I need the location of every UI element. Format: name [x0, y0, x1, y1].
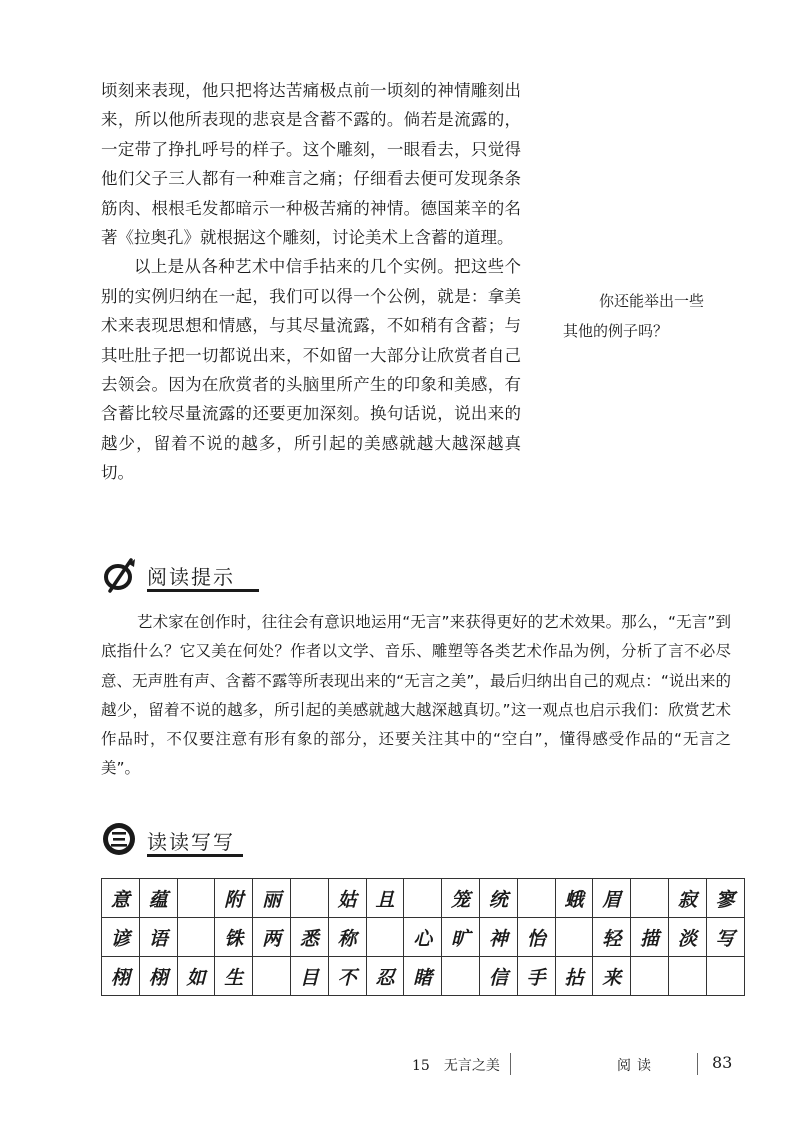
character-cell: 来 [593, 957, 631, 996]
character-cell [555, 918, 593, 957]
reading-tips-paragraph: 艺术家在创作时，往往会有意识地运用“无言”来获得更好的艺术效果。那么，“无言”到底指什么？它又美在何处？作者以文学、音乐、雕塑等各类艺术作品为例，分析了言不必尽意、无声胜有声、含蓄不露等所表现出来的“无言之美”，最后归纳出自己的观点：“说出来的越少，留着不说的越多，所引起的美感就越大越深越真切。”这一观点也启示我们：欣赏艺术作品时，不仅要注意有形有象的部分，还要关注其中的“空白”，懂得感受作品的“无言之美”。 [101, 613, 731, 778]
character-cell: 睹 [404, 957, 442, 996]
character-cell [290, 879, 328, 918]
character-cell: 寂 [668, 879, 706, 918]
character-cell: 淡 [668, 918, 706, 957]
character-grid [101, 878, 745, 996]
reading-tips-header [101, 555, 321, 599]
character-cell: 生 [215, 957, 253, 996]
character-cell: 写 [706, 918, 744, 957]
read-write-underline [147, 854, 243, 857]
character-cell: 寥 [706, 879, 744, 918]
character-cell: 神 [479, 918, 517, 957]
character-cell [631, 879, 669, 918]
character-cell: 悉 [290, 918, 328, 957]
character-cell: 心 [404, 918, 442, 957]
number-three-circle-icon [101, 820, 139, 858]
character-cell: 栩 [102, 957, 140, 996]
body-paragraph-2: 以上是从各种艺术中信手拈来的几个实例。把这些个别的实例归纳在一起，我们可以得一个公例，就是：拿美术来表现思想和情感，与其尽量流露，不如稍有含蓄；与其吐肚子把一切都说出来，不如留一大部分让欣赏者自己去领会。因为在欣赏者的头脑里所产生的印象和美感，有含蓄比较尽量流露的还要更加深刻。换句话说，说出来的越少，留着不说的越多，所引起的美感就越大越深越真切。 [101, 257, 521, 483]
character-cell [668, 957, 706, 996]
character-cell: 统 [479, 879, 517, 918]
character-cell: 手 [517, 957, 555, 996]
character-grid-row [102, 879, 745, 918]
body-paragraph-1: 顷刻来表现，他只把将达苦痛极点前一顷刻的神情雕刻出来，所以他所表现的悲哀是含蓄不露的。倘若是流露的，一定带了挣扎呼号的样子。这个雕刻，一眼看去，只觉得他们父子三人都有一种难言之痛；仔细看去便可发现条条筋肉、根根毛发都暗示一种极苦痛的神情。德国莱辛的名著《拉奥孔》就根据这个雕刻，讨论美术上含蓄的道理。 [101, 81, 521, 248]
character-cell [366, 918, 404, 957]
footer-unit: 阅读 [617, 1058, 657, 1074]
footer-separator [697, 1053, 698, 1075]
page-footer [0, 1053, 800, 1077]
read-write-header [101, 820, 321, 864]
character-cell: 附 [215, 879, 253, 918]
reading-tips-title: 阅读提示 [147, 565, 235, 589]
character-cell: 蛾 [555, 879, 593, 918]
character-cell: 姑 [328, 879, 366, 918]
character-cell: 眉 [593, 879, 631, 918]
character-cell: 不 [328, 957, 366, 996]
character-cell [706, 957, 744, 996]
footer-lesson-title: 15 无言之美 [412, 1058, 500, 1074]
character-cell: 拈 [555, 957, 593, 996]
character-cell: 怡 [517, 918, 555, 957]
character-cell [442, 957, 480, 996]
character-cell: 两 [253, 918, 291, 957]
character-cell: 如 [177, 957, 215, 996]
reading-tips-underline [147, 589, 259, 592]
character-cell: 旷 [442, 918, 480, 957]
footer-separator [510, 1053, 511, 1075]
character-grid-row [102, 918, 745, 957]
character-cell: 描 [631, 918, 669, 957]
character-cell [631, 957, 669, 996]
character-cell: 笼 [442, 879, 480, 918]
reading-tips-icon [101, 555, 141, 595]
character-cell: 丽 [253, 879, 291, 918]
side-note-line-2: 其他的例子吗？ [563, 322, 669, 340]
character-cell: 轻 [593, 918, 631, 957]
character-cell: 蕴 [139, 879, 177, 918]
side-note [563, 286, 738, 346]
character-cell: 且 [366, 879, 404, 918]
reading-tips-body [101, 608, 731, 784]
character-cell: 谚 [102, 918, 140, 957]
character-cell: 目 [290, 957, 328, 996]
character-cell [517, 879, 555, 918]
character-cell: 称 [328, 918, 366, 957]
character-cell: 忍 [366, 957, 404, 996]
character-cell: 铢 [215, 918, 253, 957]
side-note-line-1: 你还能举出一些 [599, 292, 705, 310]
character-cell [177, 918, 215, 957]
page-number: 83 [712, 1053, 733, 1072]
character-cell [177, 879, 215, 918]
character-grid-row [102, 957, 745, 996]
character-cell: 语 [139, 918, 177, 957]
character-cell [253, 957, 291, 996]
character-cell: 意 [102, 879, 140, 918]
character-cell [404, 879, 442, 918]
character-cell: 栩 [139, 957, 177, 996]
main-text [101, 76, 521, 488]
read-write-title: 读读写写 [147, 830, 235, 854]
character-cell: 信 [479, 957, 517, 996]
